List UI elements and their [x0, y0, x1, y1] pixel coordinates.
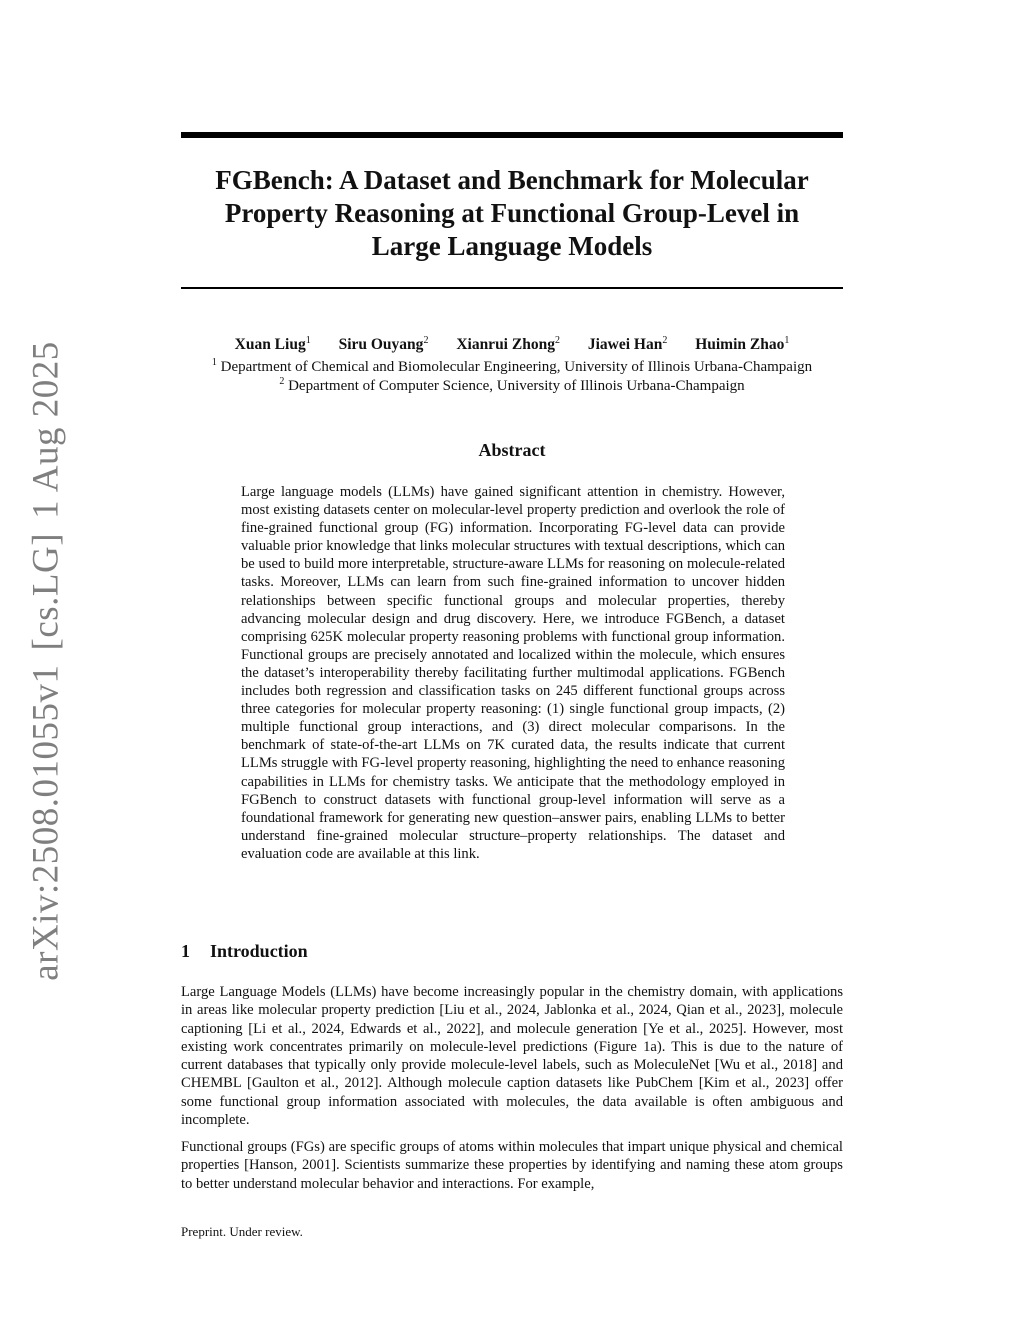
- affiliation-text: Department of Computer Science, University of Illinois Urbana-Champaign: [288, 378, 745, 394]
- section-heading: [181, 939, 843, 963]
- author-affil-mark: 1: [305, 335, 311, 346]
- section-number: 1: [181, 941, 190, 961]
- paper-title: [181, 164, 843, 263]
- arxiv-id[interactable]: arXiv:2508.01055v1: [25, 664, 67, 981]
- arxiv-category: [cs.LG]: [25, 532, 67, 651]
- author-affil-mark: 1: [784, 335, 790, 346]
- abstract-heading: Abstract: [478, 440, 546, 460]
- title-line: Property Reasoning at Functional Group-Level in: [224, 198, 800, 228]
- author-affil-mark: 2: [662, 335, 668, 346]
- title-line: FGBench: A Dataset and Benchmark for Molecular: [215, 165, 809, 195]
- author-name: Huimin Zhao: [695, 336, 785, 353]
- intro-paragraph: Functional groups (FGs) are specific groups of atoms within molecules that impart unique physical and chemical properties [Hanson, 2001]. Scientists summarize these properties by identifying and naming these atom groups to better understand molecular behavior and interactions. For example,: [181, 1139, 843, 1192]
- abstract-text: Large language models (LLMs) have gained significant attention in chemistry. However, most existing datasets center on molecular-level property prediction and overlook the role of fine-grained functional group (FG) information. Incorporating FG-level data can provide valuable prior knowledge that links molecular structures with textual descriptions, which can be used to build more interpretable, structure-aware LLMs for reasoning on molecule-related tasks. Moreover, LLMs can learn from such fine-grained information to uncover hidden relationships between specific functional groups and molecular properties, thereby advancing molecular design and drug discovery. Here, we introduce FGBench, a dataset comprising 625K molecular property reasoning problems with functional group information. Functional groups are precisely annotated and localized within the molecule, which ensures the dataset’s interoperability thereby facilitating further multimodal applications. FGBench includes both regression and classification tasks on 245 different functional groups across three categories for molecular property reasoning: (1) single functional group impacts, (2) multiple functional group interactions, and (3) direct molecular comparisons. In the benchmark of state-of-the-art LLMs on 7K curated data, the results indicate that current LLMs struggle with FG-level property reasoning, highlighting the need to enhance reasoning capabilities in LLMs for chemistry tasks. We anticipate that the methodology employed in FGBench to construct datasets with functional group-level information will serve as a foundational framework for generating new question–answer pairs, enabling LLMs to better understand fine-grained molecular structure–property relationships. The dataset and evaluation code are available at this link.: [241, 484, 785, 862]
- author-list: [100, 331, 924, 355]
- author-name: Xianrui Zhong: [456, 336, 555, 353]
- intro-paragraph: Large Language Models (LLMs) have become increasingly popular in the chemistry domain, with applications in areas like molecular property prediction [Liu et al., 2024, Jablonka et al., 2024, Qian et al., 2023], molecule captioning [Li et al., 2024, Edwards et al., 2022], and molecule generation [Ye et al., 2025]. However, most existing work concentrates primarily on molecule-level predictions (Figure 1a). This is due to the nature of current databases that typically only provide molecule-level labels, such as MoleculeNet [Wu et al., 2018] and CHEMBL [Gaulton et al., 2012]. Although molecule caption datasets like PubChem [Kim et al., 2023] offer some functional group information associated with molecules, the data available is often ambiguous and incomplete.: [181, 984, 843, 1129]
- author-name: Xuan Liug: [234, 336, 306, 353]
- author: [339, 331, 429, 355]
- arxiv-date: 1 Aug 2025: [25, 341, 67, 519]
- author-name: Jiawei Han: [587, 336, 663, 353]
- affiliation-mark: 1: [211, 357, 217, 368]
- title-top-rule: [181, 132, 843, 138]
- section-title: Introduction: [210, 941, 308, 961]
- author-affil-mark: 2: [423, 335, 429, 346]
- author: [588, 331, 668, 355]
- affiliation-text: Department of Chemical and Biomolecular Engineering, University of Illinois Urbana-Champaign: [220, 359, 813, 375]
- author: [695, 331, 789, 355]
- author-name: Siru Ouyang: [338, 336, 424, 353]
- title-bottom-rule: [181, 287, 843, 289]
- author-affil-mark: 2: [554, 335, 560, 346]
- arxiv-watermark: [25, 341, 68, 981]
- affiliation-mark: 2: [279, 376, 285, 387]
- title-line: Large Language Models: [371, 231, 653, 261]
- footer-note: Preprint. Under review.: [181, 1224, 303, 1239]
- author: [235, 331, 311, 355]
- author: [456, 331, 560, 355]
- affiliation: [100, 372, 924, 396]
